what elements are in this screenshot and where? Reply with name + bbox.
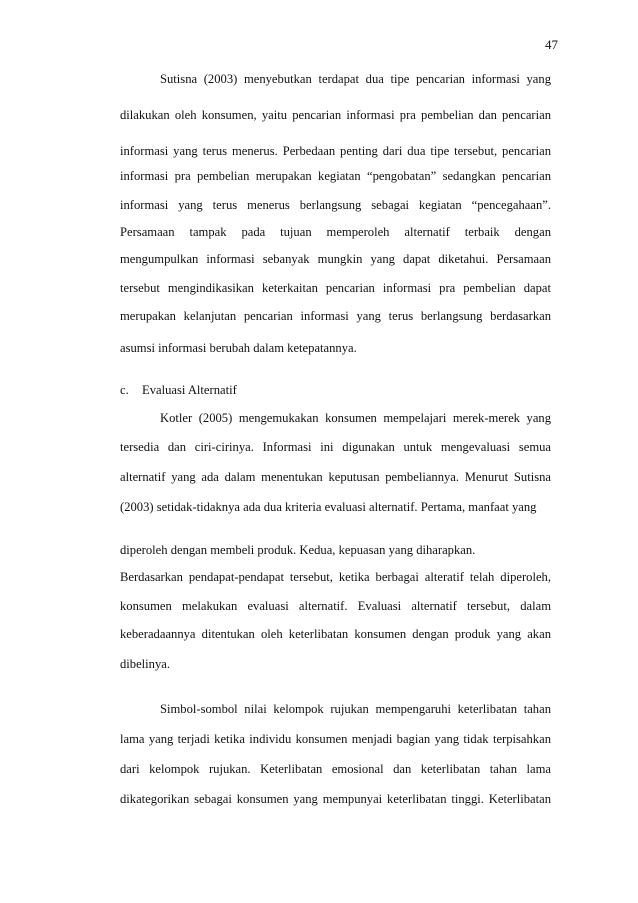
page-number: 47 — [545, 37, 558, 52]
text-line: lama yang terjadi ketika individu konsumen menjadi bagian yang tidak terpisahkan — [120, 732, 551, 746]
text-line: Kotler (2005) mengemukakan konsumen mempelajari merek-merek yang — [160, 411, 551, 425]
text-line: informasi yang terus menerus berlangsung sebagai kegiatan “pencegahaan”. — [120, 198, 551, 212]
text-line: Simbol-sombol nilai kelompok rujukan mempengaruhi keterlibatan tahan — [160, 702, 551, 716]
text-line: Berdasarkan pendapat-pendapat tersebut, ketika berbagai alteratif telah diperoleh, — [120, 570, 551, 584]
text-line: diperoleh dengan membeli produk. Kedua, kepuasan yang diharapkan. — [120, 543, 476, 557]
section-heading — [120, 382, 237, 398]
text-line: keberadaannya ditentukan oleh keterlibatan konsumen dengan produk yang akan — [120, 627, 551, 641]
text-line: Sutisna (2003) menyebutkan terdapat dua tipe pencarian informasi yang — [160, 72, 551, 86]
text-line: tersedia dan ciri-cirinya. Informasi ini digunakan untuk mengevaluasi semua — [120, 440, 551, 454]
text-line: dari kelompok rujukan. Keterlibatan emosional dan keterlibatan tahan lama — [120, 762, 551, 776]
text-line: asumsi informasi berubah dalam ketepatannya. — [120, 341, 357, 355]
section-heading-title: Evaluasi Alternatif — [142, 383, 237, 397]
text-line: konsumen melakukan evaluasi alternatif. Evaluasi alternatif tersebut, dalam — [120, 599, 551, 613]
text-line: tersebut mengindikasikan keterkaitan pencarian informasi pra pembelian dapat — [120, 281, 551, 295]
text-line: alternatif yang ada dalam menentukan keputusan pembeliannya. Menurut Sutisna — [120, 470, 551, 484]
text-line: informasi yang terus menerus. Perbedaan penting dari dua tipe tersebut, pencarian — [120, 144, 551, 158]
text-line: merupakan kelanjutan pencarian informasi yang terus berlangsung berdasarkan — [120, 309, 551, 323]
text-line: dilakukan oleh konsumen, yaitu pencarian informasi pra pembelian dan pencarian — [120, 108, 551, 122]
text-line: (2003) setidak-tidaknya ada dua kriteria evaluasi alternatif. Pertama, manfaat yang — [120, 500, 537, 514]
text-line: dibelinya. — [120, 657, 171, 671]
text-line: Persamaan tampak pada tujuan memperoleh alternatif terbaik dengan — [120, 225, 551, 239]
section-heading-marker: c. — [120, 383, 129, 397]
text-line: mengumpulkan informasi sebanyak mungkin yang dapat diketahui. Persamaan — [120, 252, 551, 266]
text-line: informasi pra pembelian merupakan kegiatan “pengobatan” sedangkan pencarian — [120, 169, 551, 183]
text-line: dikategorikan sebagai konsumen yang mempunyai keterlibatan tinggi. Keterlibatan — [120, 792, 551, 806]
